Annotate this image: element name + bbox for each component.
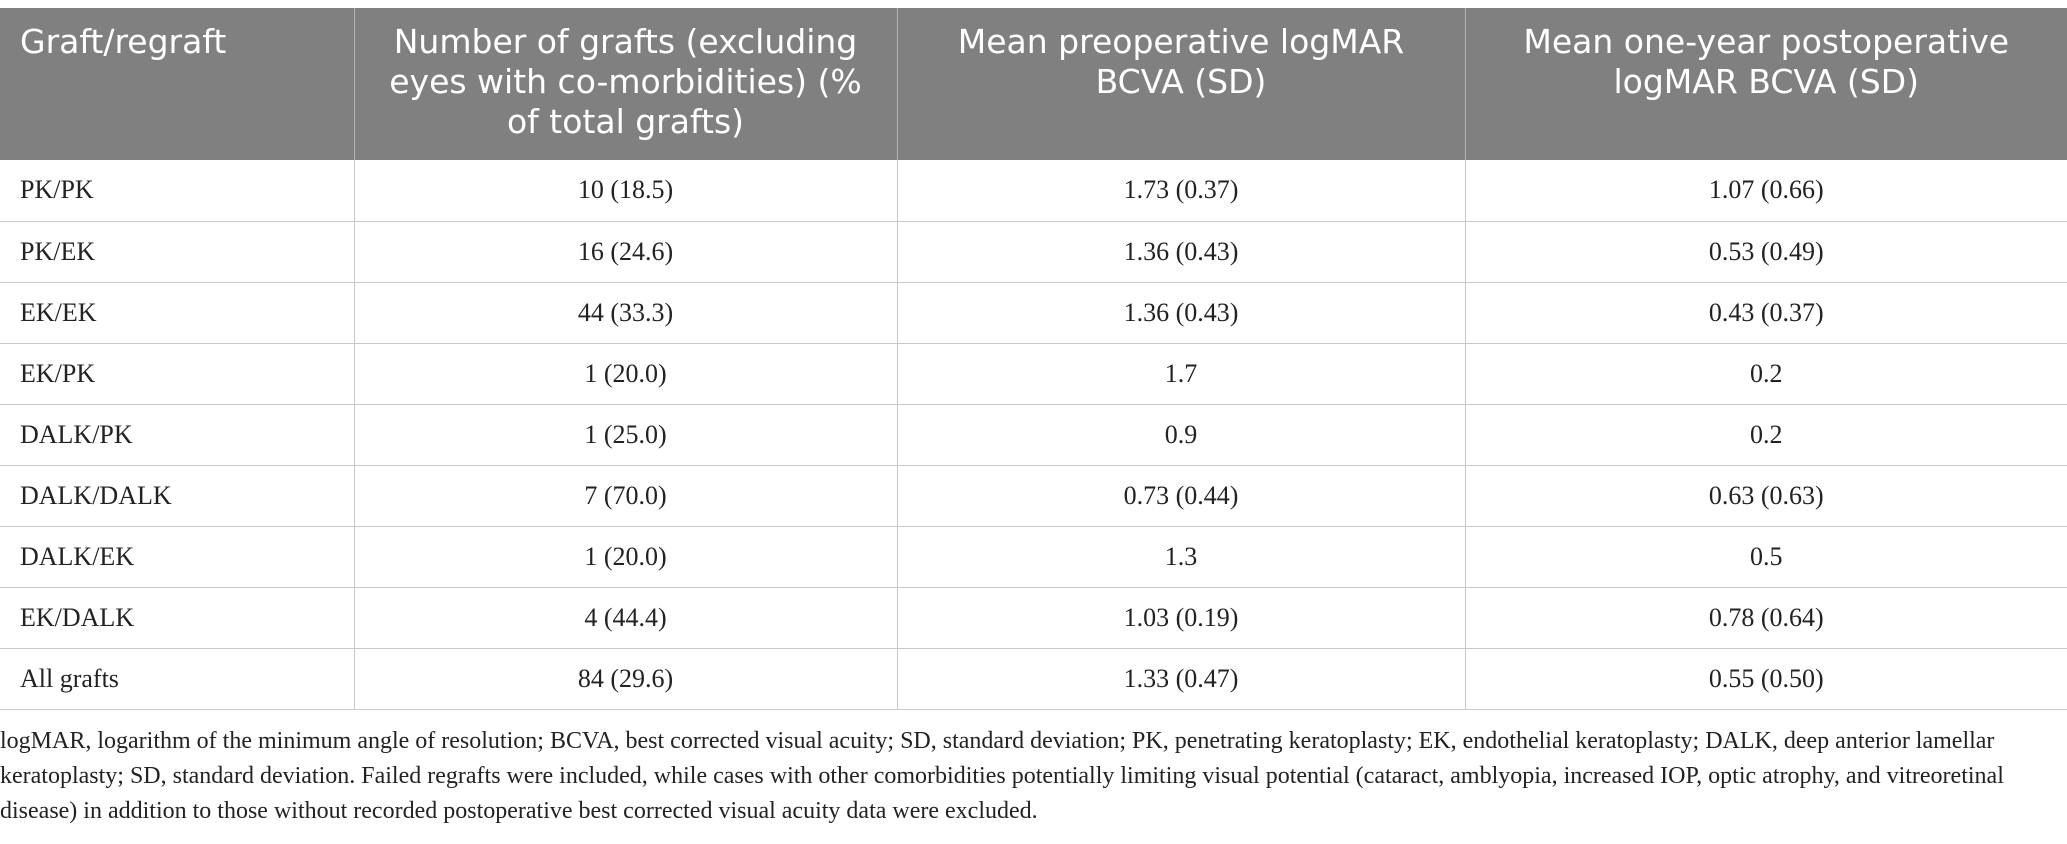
cell-postop-bcva: 1.07 (0.66)	[1465, 160, 2067, 221]
cell-postop-bcva: 0.55 (0.50)	[1465, 648, 2067, 709]
cell-postop-bcva: 0.2	[1465, 343, 2067, 404]
table-row	[0, 526, 2067, 587]
table-footnote: logMAR, logarithm of the minimum angle of resolution; BCVA, best corrected visual acuity; SD, standard deviation; PK, penetrating keratoplasty; EK, endothelial keratoplasty; DALK, deep anterior lamellar keratoplasty; SD, standard deviation. Failed regrafts were included, while cases with other comorbidities potentially limiting visual potential (cataract, amblyopia, increased IOP, optic atrophy, and vitreoretinal disease) in addition to those without recorded postoperative best corrected visual acuity data were excluded.	[0, 728, 2004, 824]
cell-number-of-grafts: 16 (24.6)	[354, 221, 897, 282]
cell-preop-bcva: 1.7	[897, 343, 1465, 404]
table-row	[0, 587, 2067, 648]
header-mean-preoperative-bcva: Mean preoperative logMAR BCVA (SD)	[897, 8, 1465, 160]
cell-number-of-grafts: 1 (20.0)	[354, 526, 897, 587]
cell-preop-bcva: 1.36 (0.43)	[897, 221, 1465, 282]
table-row	[0, 221, 2067, 282]
cell-number-of-grafts: 1 (20.0)	[354, 343, 897, 404]
cell-preop-bcva: 1.73 (0.37)	[897, 160, 1465, 221]
table-row	[0, 465, 2067, 526]
cell-number-of-grafts: 44 (33.3)	[354, 282, 897, 343]
cell-graft-regraft: DALK/DALK	[0, 465, 354, 526]
cell-graft-regraft: EK/PK	[0, 343, 354, 404]
cell-preop-bcva: 0.73 (0.44)	[897, 465, 1465, 526]
cell-preop-bcva: 1.33 (0.47)	[897, 648, 1465, 709]
results-table	[0, 8, 2067, 710]
cell-graft-regraft: DALK/PK	[0, 404, 354, 465]
cell-postop-bcva: 0.5	[1465, 526, 2067, 587]
header-mean-postoperative-bcva: Mean one-year postoperative logMAR BCVA (SD)	[1465, 8, 2067, 160]
table-row	[0, 404, 2067, 465]
cell-preop-bcva: 0.9	[897, 404, 1465, 465]
table-row	[0, 282, 2067, 343]
cell-preop-bcva: 1.03 (0.19)	[897, 587, 1465, 648]
cell-graft-regraft: All grafts	[0, 648, 354, 709]
table-row	[0, 343, 2067, 404]
header-row	[0, 8, 2067, 160]
cell-preop-bcva: 1.36 (0.43)	[897, 282, 1465, 343]
cell-graft-regraft: EK/DALK	[0, 587, 354, 648]
header-graft-regraft: Graft/regraft	[0, 8, 354, 160]
cell-graft-regraft: EK/EK	[0, 282, 354, 343]
table-row	[0, 648, 2067, 709]
header-number-of-grafts: Number of grafts (excluding eyes with co-morbidities) (% of total grafts)	[354, 8, 897, 160]
cell-graft-regraft: PK/PK	[0, 160, 354, 221]
cell-postop-bcva: 0.2	[1465, 404, 2067, 465]
cell-postop-bcva: 0.78 (0.64)	[1465, 587, 2067, 648]
cell-postop-bcva: 0.53 (0.49)	[1465, 221, 2067, 282]
cell-number-of-grafts: 1 (25.0)	[354, 404, 897, 465]
cell-postop-bcva: 0.63 (0.63)	[1465, 465, 2067, 526]
table-header	[0, 8, 2067, 160]
cell-number-of-grafts: 7 (70.0)	[354, 465, 897, 526]
cell-preop-bcva: 1.3	[897, 526, 1465, 587]
cell-graft-regraft: PK/EK	[0, 221, 354, 282]
table-row	[0, 160, 2067, 221]
cell-graft-regraft: DALK/EK	[0, 526, 354, 587]
cell-postop-bcva: 0.43 (0.37)	[1465, 282, 2067, 343]
results-table-container	[0, 8, 2067, 710]
cell-number-of-grafts: 10 (18.5)	[354, 160, 897, 221]
cell-number-of-grafts: 84 (29.6)	[354, 648, 897, 709]
table-body	[0, 160, 2067, 709]
cell-number-of-grafts: 4 (44.4)	[354, 587, 897, 648]
